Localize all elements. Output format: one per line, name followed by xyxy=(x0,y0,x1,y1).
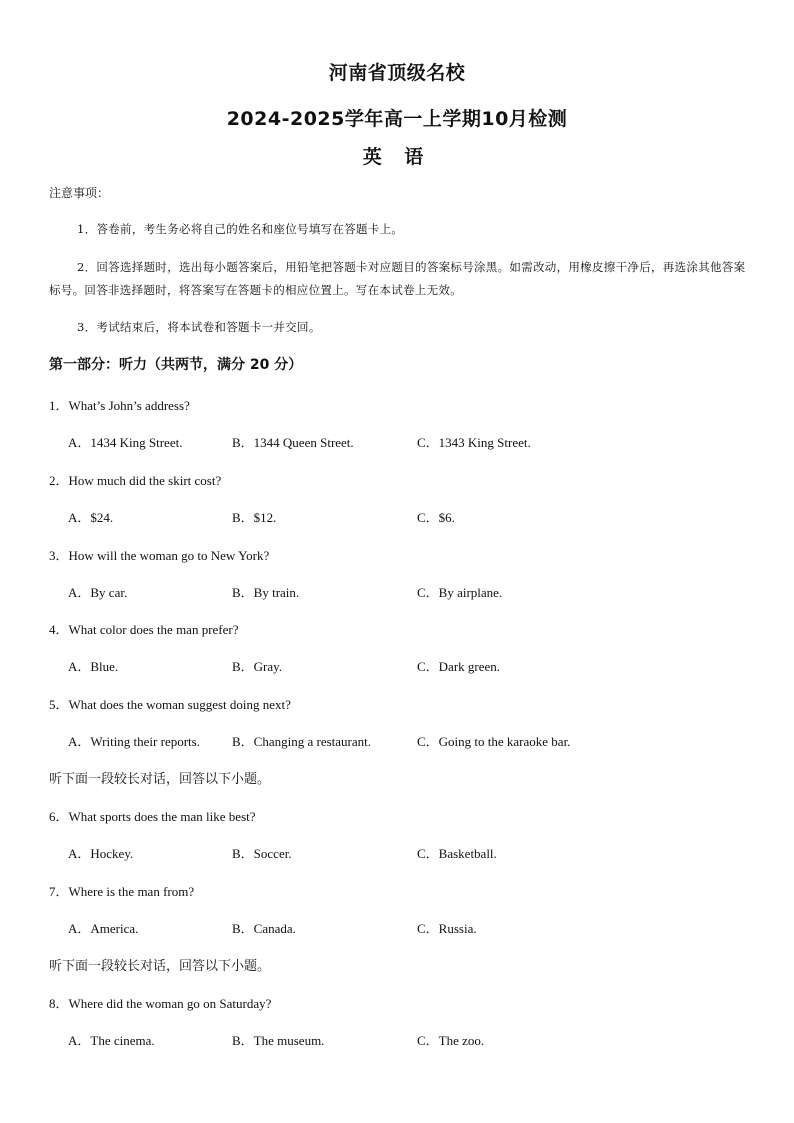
question-3-stem: 3．How will the woman go to New York? xyxy=(49,548,270,563)
option-b: B．The museum. xyxy=(232,1033,325,1048)
option-a: A．Hockey. xyxy=(68,846,134,861)
question-1-stem: 1．What’s John’s address? xyxy=(49,398,190,413)
option-c: C．Dark green. xyxy=(417,659,501,674)
option-a: A．Blue. xyxy=(68,659,119,674)
option-a: A．America. xyxy=(68,921,139,936)
option-b: B．Gray. xyxy=(232,659,283,674)
listening-instruction-2: 听下面一段较长对话，回答以下小题。 xyxy=(49,959,271,974)
notice-heading: 注意事项： xyxy=(49,186,110,200)
option-a: A．The cinema. xyxy=(68,1033,155,1048)
option-c: C．Russia. xyxy=(417,921,477,936)
notice-item-1: 1．答卷前，考生务必将自己的姓名和座位号填写在答题卡上。 xyxy=(77,222,404,236)
option-b: B．$12. xyxy=(232,510,277,525)
question-8-stem: 8．Where did the woman go on Saturday? xyxy=(49,996,272,1011)
question-6-stem: 6．What sports does the man like best? xyxy=(49,809,256,824)
listening-instruction-1: 听下面一段较长对话，回答以下小题。 xyxy=(49,772,271,787)
question-7-stem: 7．Where is the man from? xyxy=(49,884,195,899)
option-c: C．The zoo. xyxy=(417,1033,485,1048)
option-c: C．Going to the karaoke bar. xyxy=(417,734,571,749)
option-c: C．By airplane. xyxy=(417,585,503,600)
option-b: B．By train. xyxy=(232,585,300,600)
question-5-stem: 5．What does the woman suggest doing next? xyxy=(49,697,291,712)
option-b: B．1344 Queen Street. xyxy=(232,435,354,450)
option-b: B．Canada. xyxy=(232,921,296,936)
option-a: A．$24. xyxy=(68,510,114,525)
question-4-stem: 4．What color does the man prefer? xyxy=(49,622,239,637)
section-title: 第一部分：听力（共两节，满分 20 分） xyxy=(49,357,303,373)
option-c: C．1343 King Street. xyxy=(417,435,531,450)
school-title: 河南省顶级名校 xyxy=(328,62,466,84)
option-a: A．By car. xyxy=(68,585,128,600)
option-a: A．Writing their reports. xyxy=(68,734,200,749)
option-c: C．Basketball. xyxy=(417,846,497,861)
notice-item-2: 2．回答选择题时，选出每小题答案后，用铅笔把答题卡对应题目的答案标号涂黑。如需改动，用橡皮擦干净后，再选涂其他答案标号。回答非选择题时，将答案写在答题卡的相应位置上。写在本试卷上无效。 xyxy=(49,260,746,297)
exam-title: 2024-2025学年高一上学期10月检测 xyxy=(226,108,568,130)
option-b: B．Soccer. xyxy=(232,846,292,861)
question-2-stem: 2．How much did the skirt cost? xyxy=(49,473,222,488)
option-a: A．1434 King Street. xyxy=(68,435,183,450)
option-c: C．$6. xyxy=(417,510,455,525)
notice-item-3: 3．考试结束后，将本试卷和答题卡一并交回。 xyxy=(77,320,321,334)
subject-title: 英 语 xyxy=(362,146,432,168)
option-b: B．Changing a restaurant. xyxy=(232,734,371,749)
